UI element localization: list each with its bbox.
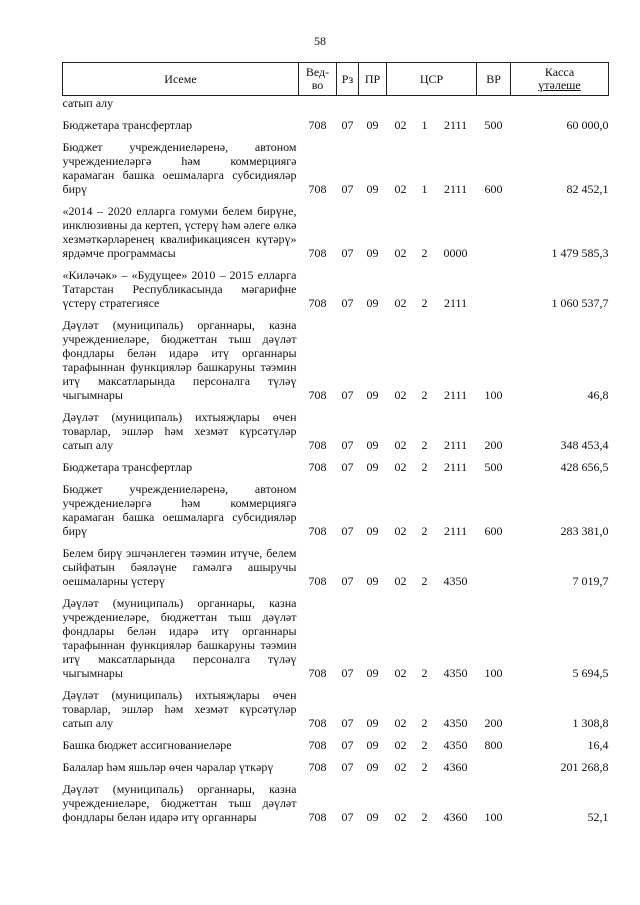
cell-ved: 708 <box>308 438 327 452</box>
cell-vr <box>477 540 511 590</box>
cell-c3: 4360 <box>443 810 468 824</box>
cell-ved: 708 <box>308 810 327 824</box>
cell-rz: 07 <box>341 716 354 730</box>
cell-vr <box>477 198 511 262</box>
cell-rz: 07 <box>341 460 354 474</box>
cell-rz: 07 <box>341 438 354 452</box>
cell-pr: 09 <box>366 388 379 402</box>
cell-c3: 0000 <box>443 246 468 260</box>
cell-c1: 02 <box>394 810 407 824</box>
cell-vr: 600 <box>484 182 503 196</box>
cell-ved <box>299 96 337 113</box>
cell-ved: 708 <box>308 118 327 132</box>
table-row <box>63 454 609 476</box>
cell-name: Дәүләт (муниципаль) ихтыяҗлары өчен товарлар, эшләр һәм хезмәт күрсәтүләр сатып алу <box>62 410 297 452</box>
cell-rz: 07 <box>341 738 354 752</box>
table-row <box>63 96 609 113</box>
cell-pr: 09 <box>366 666 379 680</box>
cell-c2: 2 <box>421 460 428 474</box>
cell-name: Бюджетара трансфертлар <box>62 460 193 474</box>
cell-name: «2014 – 2020 елларга гомуми белем бирүне, инклюзивны да кертеп, үстерү һәм әлеге өлкә хезмәткәрләренең квалификациясен күтәрү» ярдәмче программасы <box>62 204 297 260</box>
cell-amount: 52,1 <box>587 810 609 824</box>
col-header-ved-line1: Вед- <box>305 65 330 79</box>
cell-vr: 100 <box>484 388 503 402</box>
col-header-ved-line2: во <box>311 78 324 92</box>
cell-ved: 708 <box>308 666 327 680</box>
cell-amount: 283 381,0 <box>560 524 609 538</box>
cell-vr: 500 <box>484 118 503 132</box>
cell-name: Башка бюджет ассигнованиеләре <box>62 738 232 752</box>
cell-c2 <box>415 96 435 113</box>
cell-vr <box>477 754 511 776</box>
cell-amount: 201 268,8 <box>560 760 609 774</box>
cell-amount: 428 656,5 <box>560 460 609 474</box>
cell-pr <box>359 96 387 113</box>
cell-rz: 07 <box>341 574 354 588</box>
col-header-name: Исеме <box>63 63 299 96</box>
cell-vr: 100 <box>484 810 503 824</box>
cell-ved: 708 <box>308 246 327 260</box>
cell-c3: 4350 <box>443 716 468 730</box>
cell-vr: 100 <box>484 666 503 680</box>
cell-rz <box>337 96 359 113</box>
cell-c1: 02 <box>394 760 407 774</box>
cell-ved: 708 <box>308 460 327 474</box>
table-row <box>63 112 609 134</box>
cell-vr: 200 <box>484 716 503 730</box>
page-number: 58 <box>314 34 326 48</box>
cell-c2: 2 <box>421 296 428 310</box>
cell-c1: 02 <box>394 666 407 680</box>
cell-rz: 07 <box>341 296 354 310</box>
cell-c1: 02 <box>394 296 407 310</box>
cell-rz: 07 <box>341 810 354 824</box>
cell-pr: 09 <box>366 574 379 588</box>
cell-c1: 02 <box>394 716 407 730</box>
cell-c2: 1 <box>421 182 428 196</box>
table-header-row <box>63 63 609 96</box>
cell-c1: 02 <box>394 182 407 196</box>
cell-c3: 2111 <box>443 296 468 310</box>
cell-amount: 5 694,5 <box>572 666 609 680</box>
cell-rz: 07 <box>341 388 354 402</box>
cell-c2: 2 <box>421 810 428 824</box>
cell-c3: 4360 <box>443 760 468 774</box>
cell-name: сатып алу <box>62 96 114 110</box>
table-row <box>63 134 609 198</box>
cell-vr: 800 <box>484 738 503 752</box>
cell-c3: 2111 <box>443 388 468 402</box>
cell-rz: 07 <box>341 666 354 680</box>
budget-table <box>62 62 609 826</box>
cell-c3: 2111 <box>443 438 468 452</box>
table-row <box>63 682 609 732</box>
cell-c2: 2 <box>421 666 428 680</box>
cell-ved: 708 <box>308 716 327 730</box>
cell-amount: 16,4 <box>587 738 609 752</box>
cell-c1: 02 <box>394 738 407 752</box>
cell-name: Дәүләт (муниципаль) органнары, казна учреждениеләре, бюджеттан тыш дәүләт фондлары белән идарә итү органнары тарафыннан функцияләр башкаруны тәэмин итү максатларында персоналга түләү чыгымнары <box>62 318 297 402</box>
cell-rz: 07 <box>341 182 354 196</box>
cell-c2: 2 <box>421 438 428 452</box>
cell-ved: 708 <box>308 388 327 402</box>
cell-name: Бюджетара трансфертлар <box>62 118 193 132</box>
cell-rz: 07 <box>341 118 354 132</box>
cell-pr: 09 <box>366 760 379 774</box>
cell-pr: 09 <box>366 716 379 730</box>
cell-c1 <box>387 96 415 113</box>
cell-amount: 1 308,8 <box>572 716 609 730</box>
cell-c1: 02 <box>394 388 407 402</box>
cell-ved: 708 <box>308 738 327 752</box>
cell-name: Дәүләт (муниципаль) органнары, казна учреждениеләре, бюджеттан тыш дәүләт фондлары белән идарә итү органнары тарафыннан функцияләр башкаруны тәэмин итү максатларында персоналга түләү чыгымнары <box>62 596 297 680</box>
cell-pr: 09 <box>366 296 379 310</box>
cell-c3 <box>435 96 477 113</box>
cell-c2: 2 <box>421 760 428 774</box>
table-row <box>63 404 609 454</box>
table-body <box>63 96 609 827</box>
cell-pr: 09 <box>366 460 379 474</box>
cell-c2: 1 <box>421 118 428 132</box>
table-row <box>63 540 609 590</box>
cell-name: Дәүләт (муниципаль) органнары, казна учреждениеләре, бюджеттан тыш дәүләт фондлары белән идарә итү органнары <box>62 782 297 824</box>
cell-c1: 02 <box>394 246 407 260</box>
cell-amount: 1 060 537,7 <box>551 296 609 310</box>
table-row <box>63 732 609 754</box>
cell-c3: 4350 <box>443 574 468 588</box>
table-row <box>63 198 609 262</box>
cell-name: Дәүләт (муниципаль) ихтыяҗлары өчен товарлар, эшләр һәм хезмәт күрсәтүләр сатып алу <box>62 688 297 730</box>
cell-pr: 09 <box>366 118 379 132</box>
table-row <box>63 590 609 682</box>
col-header-csr: ЦСР <box>387 63 477 96</box>
cell-amount: 46,8 <box>587 388 609 402</box>
cell-rz: 07 <box>341 524 354 538</box>
cell-c3: 2111 <box>443 460 468 474</box>
cell-name: «Киләчәк» – «Будущее» 2010 – 2015 елларга Татарстан Республикасында мәгарифне үстерү стратегиясе <box>62 268 297 310</box>
col-header-ved <box>299 63 337 96</box>
col-header-rz: Рз <box>337 63 359 96</box>
table-row <box>63 776 609 826</box>
cell-vr <box>477 262 511 312</box>
cell-ved: 708 <box>308 524 327 538</box>
col-header-kassa-line1: Касса <box>544 65 575 79</box>
cell-vr: 600 <box>484 524 503 538</box>
cell-c2: 2 <box>421 716 428 730</box>
cell-name: Бюджет учреждениеләренә, автоном учреждениеләргә һәм коммерциягә карамаган башка оешмаларга субсидияләр бирү <box>62 482 297 538</box>
cell-amount: 1 479 585,3 <box>551 246 609 260</box>
cell-rz: 07 <box>341 246 354 260</box>
cell-c2: 2 <box>421 388 428 402</box>
cell-c1: 02 <box>394 460 407 474</box>
cell-amount: 7 019,7 <box>572 574 609 588</box>
col-header-kassa <box>511 63 609 96</box>
cell-pr: 09 <box>366 246 379 260</box>
cell-c3: 2111 <box>443 182 468 196</box>
cell-c3: 4350 <box>443 666 468 680</box>
table-row <box>63 754 609 776</box>
cell-vr <box>477 96 511 113</box>
cell-c2: 2 <box>421 574 428 588</box>
cell-pr: 09 <box>366 810 379 824</box>
table-row <box>63 312 609 404</box>
cell-ved: 708 <box>308 760 327 774</box>
cell-amount: 82 452,1 <box>566 182 609 196</box>
cell-ved: 708 <box>308 574 327 588</box>
table-row <box>63 262 609 312</box>
cell-c1: 02 <box>394 438 407 452</box>
cell-name: Бюджет учреждениеләренә, автоном учреждениеләргә һәм коммерциягә карамаган башка оешмаларга субсидияләр бирү <box>62 140 297 196</box>
col-header-kassa-line2: үтәлеше <box>538 78 581 92</box>
cell-pr: 09 <box>366 182 379 196</box>
cell-ved: 708 <box>308 182 327 196</box>
col-header-vr: ВР <box>477 63 511 96</box>
cell-c1: 02 <box>394 524 407 538</box>
cell-c3: 4350 <box>443 738 468 752</box>
cell-name: Белем бирү эшчәнлеген тәэмин итүче, белем сыйфатын бәяләүне гамәлгә ашыручы оешмаларны үстерү <box>62 546 297 588</box>
cell-pr: 09 <box>366 438 379 452</box>
cell-amount: 348 453,4 <box>560 438 609 452</box>
cell-c3: 2111 <box>443 118 468 132</box>
cell-rz: 07 <box>341 760 354 774</box>
cell-c1: 02 <box>394 118 407 132</box>
cell-ved: 708 <box>308 296 327 310</box>
cell-vr: 200 <box>484 438 503 452</box>
cell-c2: 2 <box>421 524 428 538</box>
cell-vr: 500 <box>484 460 503 474</box>
cell-pr: 09 <box>366 524 379 538</box>
cell-pr: 09 <box>366 738 379 752</box>
cell-name: Балалар һәм яшьләр өчен чаралар үткәрү <box>62 760 274 774</box>
col-header-pr: ПР <box>359 63 387 96</box>
cell-amount <box>511 96 609 113</box>
cell-c1: 02 <box>394 574 407 588</box>
cell-amount: 60 000,0 <box>566 118 609 132</box>
table-row <box>63 476 609 540</box>
cell-c3: 2111 <box>443 524 468 538</box>
cell-c2: 2 <box>421 738 428 752</box>
cell-c2: 2 <box>421 246 428 260</box>
